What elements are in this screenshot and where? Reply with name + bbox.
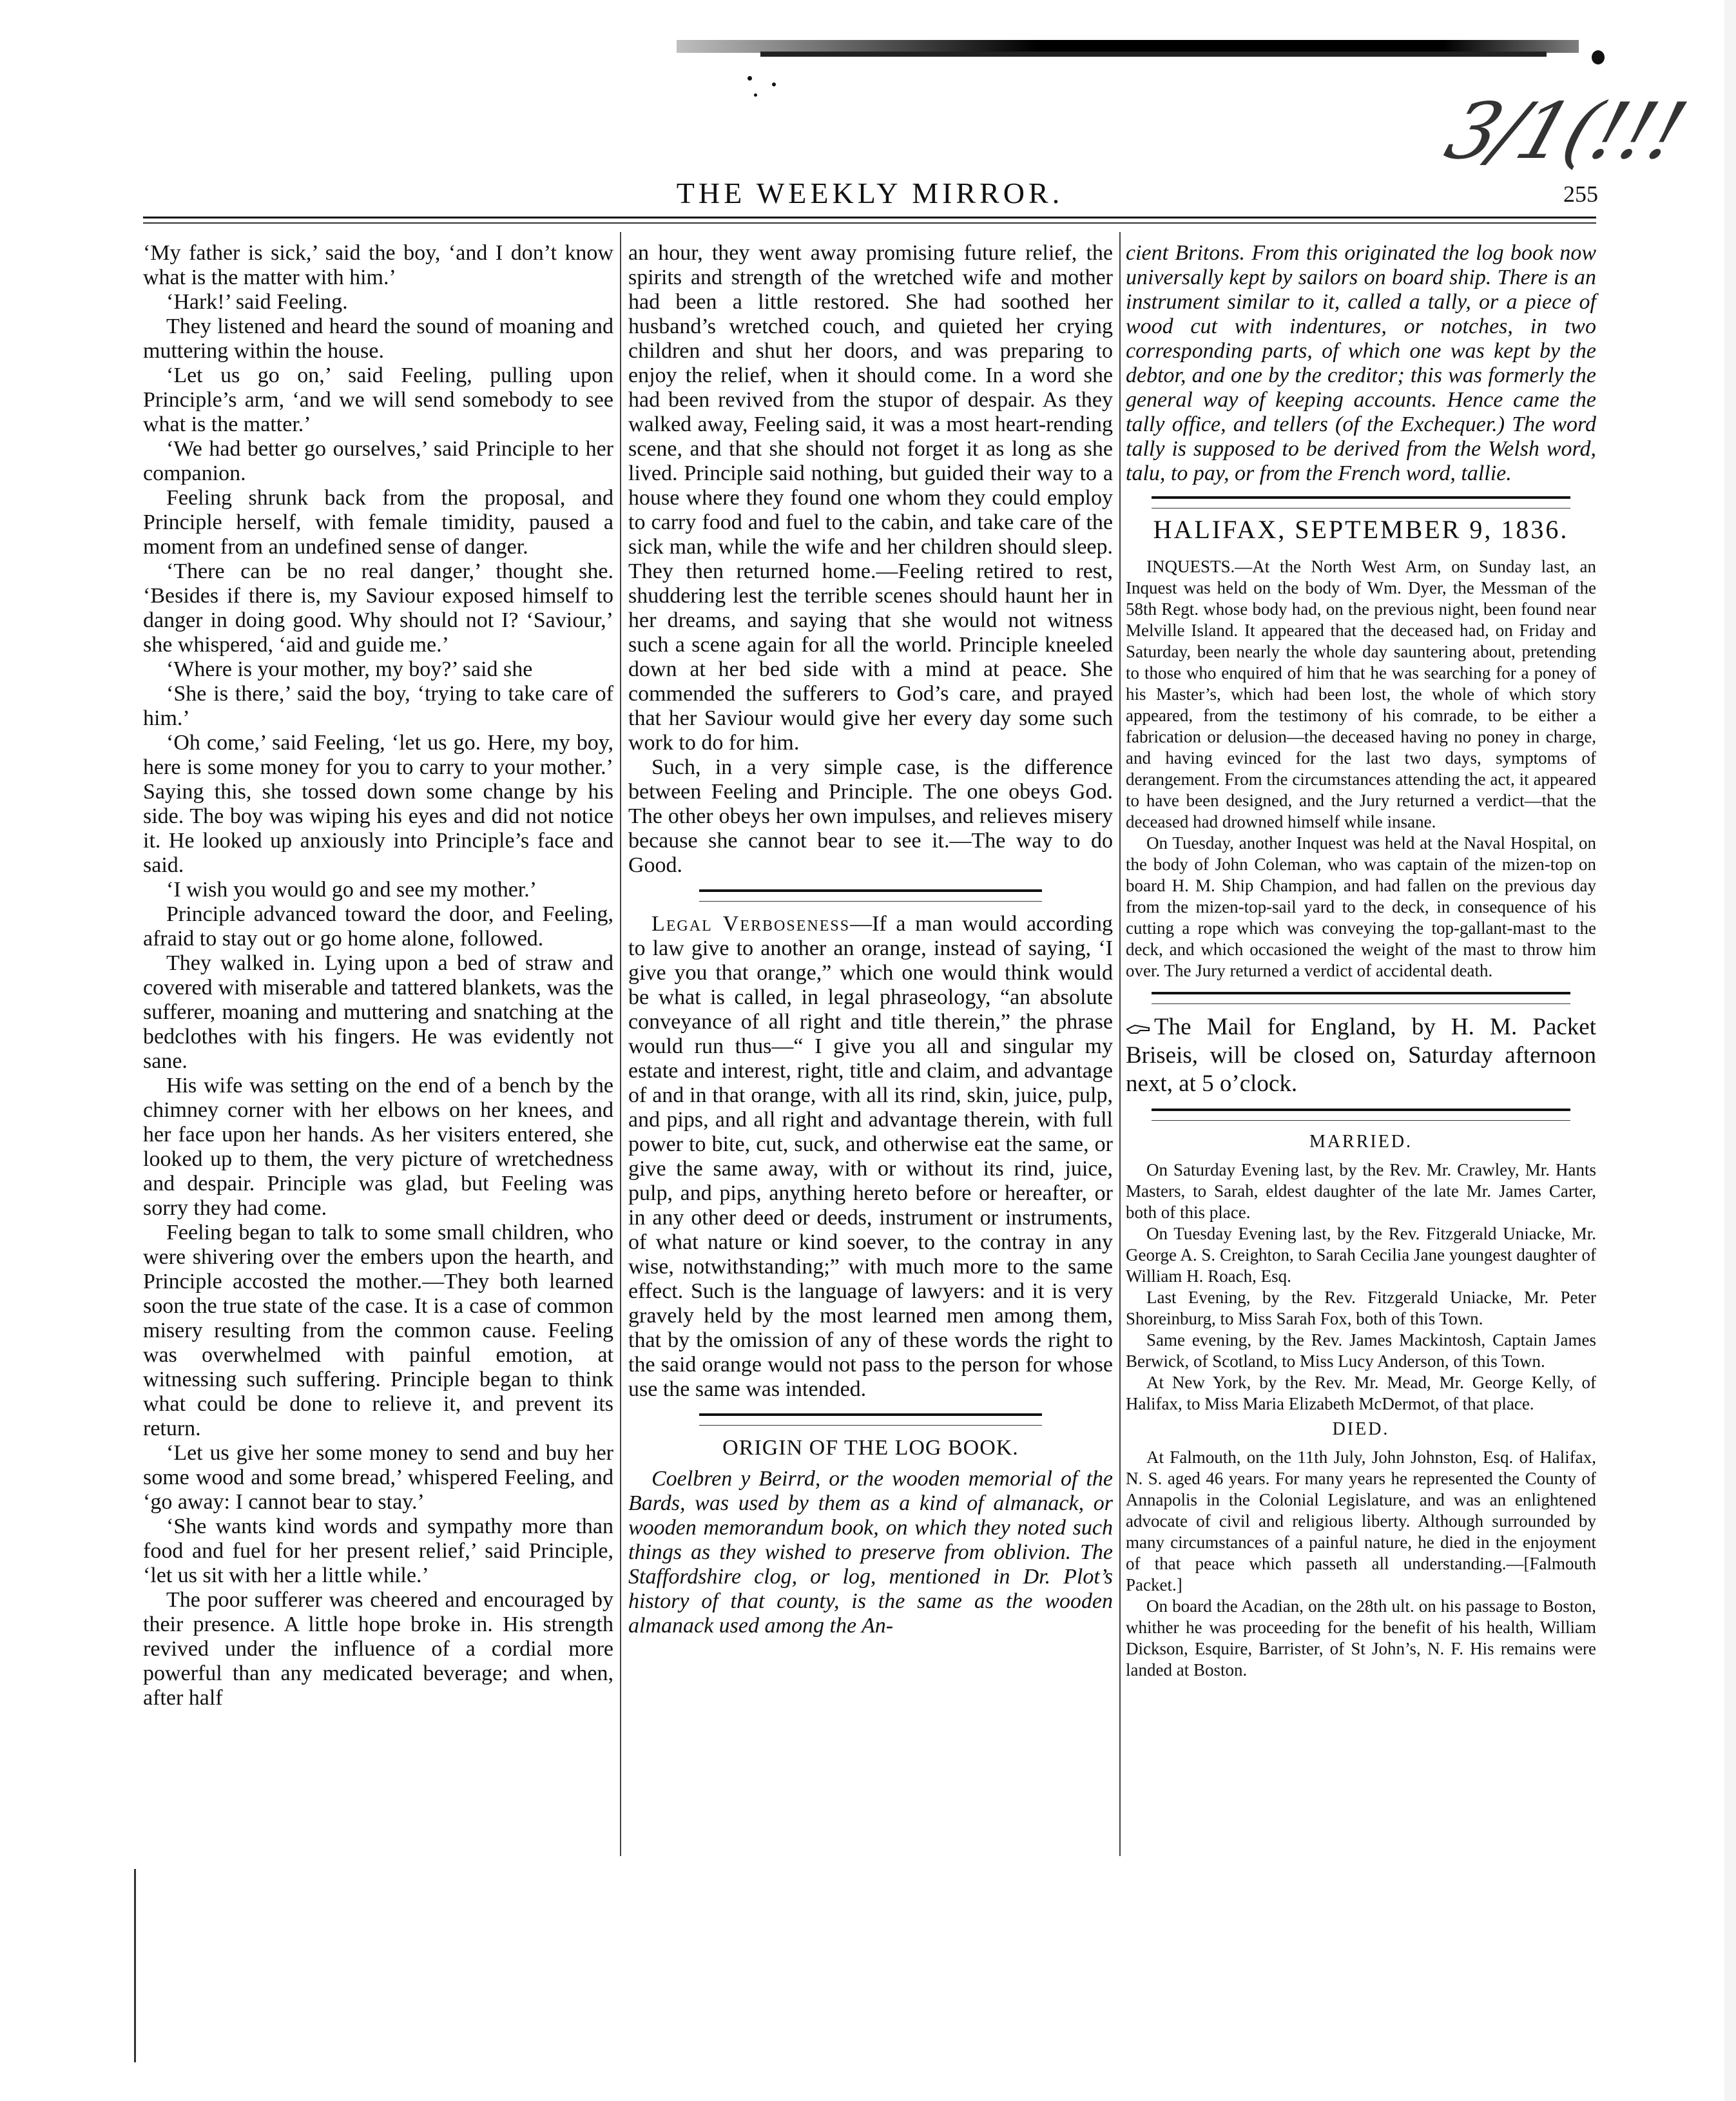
married-section <box>1126 1159 1596 1415</box>
paragraph: ‘Hark!’ said Feeling. <box>166 290 348 314</box>
marriage-notice: Same evening, by the Rev. James Mackintosh, Captain James Berwick, of Scotland, to Miss Lucy Anderson, of this Town. <box>1126 1330 1596 1371</box>
marriage-notice: On Saturday Evening last, by the Rev. Mr. Crawley, Mr. Hants Masters, to Sarah, eldest daughter of the late Mr. James Carter, both of this place. <box>1126 1160 1596 1222</box>
scan-speck <box>754 93 757 97</box>
column-2 <box>628 241 1113 1638</box>
scan-speck <box>772 82 776 86</box>
death-notice: On board the Acadian, on the 28th ult. on his passage to Boston, whither he was proceeding for the benefit of his health, William Dickson, Esquire, Barrister, of St John’s, N. F. His remains were landed at Boston. <box>1126 1596 1596 1680</box>
section-divider <box>1152 992 1570 1004</box>
paragraph: ‘She wants kind words and sympathy more than food and fuel for her present relief,’ said Principle, ‘let us sit with her a little while.’ <box>143 1515 613 1587</box>
scan-speck <box>1592 50 1605 64</box>
pointing-hand-icon <box>1126 1023 1150 1036</box>
mail-notice-text: The Mail for England, by H. M. Packet Briseis, will be closed on, Saturday afternoon next, at 5 o’clock. <box>1126 1014 1596 1097</box>
paragraph: Such, in a very simple case, is the difference between Feeling and Principle. The one obeys God. The other obeys her own impulses, and relieves misery because she cannot bear to see it.—The way to do Good. <box>628 755 1113 877</box>
handwritten-note: 3/1(!!! <box>1435 87 1695 177</box>
paragraph: an hour, they went away promising future relief, the spirits and strength of the wretched wife and mother had been a little restored. She had soothed her husband’s wretched couch, and quieted her crying children and shut her doors, and was preparing to enjoy the relief, when it should come. In a word she had been revived from the stupor of despair. As they walked away, Feeling said, it was a most heart-rending scene, and that she should not forget it as long as she lived. Principle said nothing, but guided their way to a house where they found one whom they could employ to carry food and fuel to the cabin, and take care of the sick man, while the wife and her children should sleep. They then returned home.—Feeling retired to rest, shuddering lest the terrible scenes should haunt her in her dreams, and saying that she would not witness such a scene again for all the world. Principle kneeled down at her bed side with a mind at peace. She commended the sufferers to God’s care, and prayed that her Saviour would give her every day some such work to do for him. <box>628 241 1113 755</box>
paragraph: ‘There can be no real danger,’ thought she. ‘Besides if there is, my Saviour exposed himself to danger in doing good. Why should not I? ‘Saviour,’ she whispered, ‘aid and guide me.’ <box>143 559 613 657</box>
paragraph: ‘She is there,’ said the boy, ‘trying to take care of him.’ <box>143 682 613 730</box>
marriage-notice: On Tuesday Evening last, by the Rev. Fitzgerald Uniacke, Mr. George A. S. Creighton, to Sarah Cecilia Jane youngest daughter of William H. Roach, Esq. <box>1126 1224 1596 1286</box>
paragraph: Feeling began to talk to some small children, who were shivering over the embers upon the hearth, and Principle accosted the mother.—They both learned soon the true state of the case. It is a case of common misery resulting from the common cause. Feeling was overwhelmed with painful emotion, at witnessing such suffering. Principle began to think what could be done to relieve it, and prevent its return. <box>143 1221 613 1440</box>
paragraph: Principle advanced toward the door, and Feeling, afraid to stay out or go home alone, followed. <box>143 902 613 951</box>
log-book-text: Coelbren y Beirrd, or the wooden memorial of the Bards, was used by them as a kind of almanack, or wooden memorandum book, on which they noted such things as they wished to preserve from oblivion. The Staffordshire clog, or log, mentioned in Dr. Plot’s history of that county, is the same as the wooden almanack used among the An- <box>628 1467 1113 1638</box>
paragraph: ‘Oh come,’ said Feeling, ‘let us go. Here, my boy, here is some money for you to carry to your mother.’ Saying this, she tossed down some change by his side. The boy was wiping his eyes and did not notice it. He looked up anxiously into Principle’s face and said. <box>143 731 613 877</box>
paragraph: Feeling shrunk back from the proposal, and Principle herself, with female timidity, paused a moment from an undefined sense of danger. <box>143 486 613 559</box>
paragraph: His wife was setting on the end of a bench by the chimney corner with her elbows on her knees, and her face upon her hands. As her visiters entered, she looked up to them, the very picture of wretchedness and despair. Principle was glad, but Feeling was sorry they had come. <box>143 1074 613 1220</box>
log-book-continued: cient Britons. From this originated the log book now universally kept by sailors on board ship. There is an instrument similar to it, called a tally, or a piece of wood cut with indentures, or notches, in two corresponding parts, of which one was kept by the debtor, and one by the creditor; this was formerly the general way of keeping accounts. Hence came the tally office, and tellers (of the Exchequer.) The word tally is supposed to be derived from the Welsh word, talu, to pay, or from the French word, tallie. <box>1126 241 1596 485</box>
marriage-notice: Last Evening, by the Rev. Fitzgerald Uniacke, Mr. Peter Shoreinburg, to Miss Sarah Fox, both of this Town. <box>1126 1288 1596 1328</box>
paragraph: They listened and heard the sound of moaning and muttering within the house. <box>143 315 613 363</box>
paragraph: ‘Let us give her some money to send and buy her some wood and some bread,’ whispered Feeling, and ‘go away: I cannot bear to stay.’ <box>143 1441 613 1514</box>
scan-top-bar <box>677 40 1579 53</box>
masthead <box>142 175 1598 214</box>
paragraph: The poor sufferer was cheered and encouraged by their presence. A little hope broke in. His strength revived under the influence of a cordial more powerful than any medicated beverage; and when, after half <box>143 1588 613 1710</box>
paragraph: INQUESTS.—At the North West Arm, on Sunday last, an Inquest was held on the body of Wm. Dyer, the Messman of the 58th Regt. whose body had, on the previous night, been found near Melville Island. It appeared that the deceased had, on Friday and Saturday, been nearly the whole day sauntering about, pretending to those who enquired of him that he was searching for a poney of his Master’s, which had been lost, the whole of which story appeared, from the testimony of his comrade, to be either a fabrication or delusion—the deceased having no poney in charge, and having evinced for the last two days, symptoms of derangement. From the circumstances attending the act, it appeared to have been designed, and the Jury returned a verdict—that the deceased had drowned himself while insane. <box>1126 557 1596 831</box>
mail-notice <box>1126 1013 1596 1098</box>
section-divider <box>1152 1109 1570 1121</box>
scan-top-bar-shadow <box>760 52 1547 57</box>
legal-heading: Legal Verboseness <box>651 912 851 936</box>
died-section <box>1126 1447 1596 1681</box>
column-1 <box>143 241 613 1710</box>
column-3 <box>1126 241 1596 1681</box>
married-heading: MARRIED. <box>1309 1132 1413 1152</box>
scan-speck <box>747 76 752 81</box>
died-heading: DIED. <box>1332 1419 1390 1439</box>
column-rule <box>620 232 621 1856</box>
scan-right-edge <box>1724 0 1736 2101</box>
log-book-heading: ORIGIN OF THE LOG BOOK. <box>722 1436 1019 1460</box>
inquests-section <box>1126 556 1596 982</box>
paragraph: ‘Let us go on,’ said Feeling, pulling upon Principle’s arm, ‘and we will send somebody to see what is the matter.’ <box>143 363 613 436</box>
legal-text: —If a man would according to law give to another an orange, instead of saying, ‘I give you that orange,” which one would think would be what is called, in legal phraseology, “an absolute conveyance of all right and title therein,” the phrase would run thus—“ I give you all and singular my estate and interest, right, title and claim, and advantage of and in that orange, with all its rind, skin, juice, pulp, and pips, and all right and advantage therein, with full power to bite, cut, suck, and otherwise eat the same, or give the same away, with or without its rind, juice, pulp, and pips, anything hereto before or hereafter, or in any other deed or deeds, instrument or instruments, of what nature or kind soever, to the contray in any wise, notwithstanding;” with much more to the same effect. Such is the language of lawyers: and it is very gravely held by the most learned men among them, that by the omission of any of these words the right to the said orange would not pass to the person for whose use the same was intended. <box>628 912 1113 1401</box>
paragraph: ‘Where is your mother, my boy?’ said she <box>166 657 533 681</box>
paragraph: ‘I wish you would go and see my mother.’ <box>166 878 537 902</box>
paragraph: ‘My father is sick,’ said the boy, ‘and I don’t know what is the matter with him.’ <box>143 241 613 289</box>
masthead-rule <box>143 217 1596 224</box>
scan-edge-mark <box>134 1869 136 2062</box>
page-number: 255 <box>1563 181 1598 207</box>
section-divider <box>1152 496 1570 508</box>
dateline: HALIFAX, SEPTEMBER 9, 1836. <box>1153 515 1569 544</box>
paragraph: On Tuesday, another Inquest was held at the Naval Hospital, on the body of John Coleman, who was captain of the mizen-top on board H. M. Ship Champion, and had fallen on the previous day from the mizen-top-sail yard to the deck, in consequence of his cutting a rope which was conveying the top-gallant-mast to the deck, and which occasioned the weight of the mast to throw him over. The Jury returned a verdict of accidental death. <box>1126 833 1596 980</box>
masthead-title: THE WEEKLY MIRROR. <box>676 177 1064 209</box>
section-divider <box>699 889 1042 902</box>
section-divider <box>699 1413 1042 1426</box>
death-notice: At Falmouth, on the 11th July, John Johnston, Esq. of Halifax, N. S. aged 46 years. For many years he represented the County of Annapolis in the Colonial Legislature, and was an enlightened advocate of civil and religious liberty. Although surrounded by many circumstances of a painful nature, he died in the enjoyment of that peace which passeth all understanding.—[Falmouth Packet.] <box>1126 1447 1596 1594</box>
legal-verboseness-article <box>628 912 1113 1402</box>
marriage-notice: At New York, by the Rev. Mr. Mead, Mr. George Kelly, of Halifax, to Miss Maria Elizabeth McDermot, of that place. <box>1126 1373 1596 1413</box>
paragraph: ‘We had better go ourselves,’ said Principle to her companion. <box>143 437 613 485</box>
paragraph: They walked in. Lying upon a bed of straw and covered with miserable and tattered blankets, was the sufferer, moaning and muttering and snatching at the bedclothes with his fingers. He was evidently not sane. <box>143 951 613 1073</box>
column-rule <box>1119 232 1121 1856</box>
